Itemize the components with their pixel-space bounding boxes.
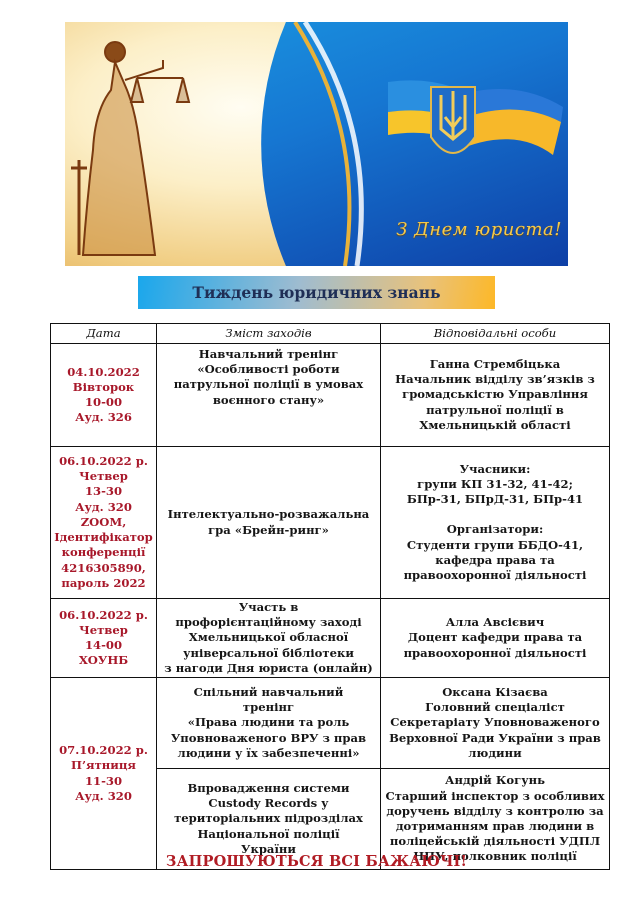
responsible-line: Секретаріату Уповноваженого	[390, 715, 600, 730]
date-cell	[51, 344, 157, 447]
date-text: 04.10.2022	[67, 364, 140, 379]
participants-label: Учасники:	[459, 461, 531, 476]
organizers-line: кафедра права та	[435, 552, 555, 567]
weekday-text: П’ятниця	[71, 758, 136, 773]
content-line: воєнного стану»	[212, 392, 325, 407]
responsible-line: громадськістю Управління	[402, 387, 588, 402]
conference-id-label: Ідентифікатор	[54, 530, 153, 545]
header-date: Дата	[51, 324, 157, 344]
conference-password: пароль 2022	[61, 575, 146, 590]
weekday-text: Четвер	[79, 469, 128, 484]
content-line: з нагоди Дня юриста (онлайн)	[164, 660, 373, 675]
responsible-line: Верховної Ради України з прав	[389, 730, 601, 745]
conference-id-label: конференції	[61, 545, 146, 560]
weekday-text: Четвер	[79, 622, 128, 637]
conference-id-value: 4216305890,	[61, 560, 146, 575]
responsible-cell	[381, 599, 610, 678]
date-cell	[51, 678, 157, 870]
responsible-line: дотриманням прав людини в	[395, 819, 595, 834]
content-line: Національної поліції	[197, 826, 340, 841]
date-text: 07.10.2022 р.	[59, 743, 148, 758]
content-line: Уповноваженого ВРУ з прав	[170, 730, 367, 745]
date-cell	[51, 599, 157, 678]
content-line: України	[241, 841, 296, 856]
responsible-line: НПУ, полковник поліції	[413, 849, 577, 864]
content-line: гра «Брейн-ринг»	[208, 522, 329, 537]
content-cell	[157, 678, 381, 769]
time-text: 14-00	[84, 638, 123, 652]
content-line: універсальної бібліотеки	[183, 645, 354, 660]
content-line: «Особливості роботи	[197, 362, 340, 377]
content-cell	[157, 599, 381, 678]
responsible-line: Головний спеціаліст	[425, 700, 565, 715]
content-cell	[157, 344, 381, 447]
responsible-line: Начальник відділу зв’язків з	[395, 372, 595, 387]
content-line: Впровадження системи	[187, 781, 350, 795]
date-text: 06.10.2022 р.	[59, 454, 148, 469]
responsible-line: доручень відділу з контролю за	[386, 803, 604, 818]
responsible-line: правоохоронної діяльності	[403, 645, 587, 660]
content-line: тренінг	[242, 700, 295, 715]
banner-greeting: З Днем юриста!	[396, 219, 562, 240]
content-line: територіальних підрозділах	[174, 811, 363, 826]
participants-line: БПр-31, БПрД-31, БПр-41	[406, 492, 584, 507]
room-text: Ауд. 326	[75, 410, 132, 425]
room-text: Ауд. 320	[75, 788, 132, 803]
organizers-line: правоохоронної діяльності	[403, 568, 587, 582]
venue-text: ХОУНБ	[78, 653, 129, 668]
responsible-cell	[381, 344, 610, 447]
header-responsible: Відповідальні особи	[381, 324, 610, 344]
content-line: патрульної поліції в умовах	[173, 377, 364, 392]
responsible-line: Ганна Стрембіцька	[429, 356, 561, 371]
schedule-table	[50, 323, 610, 870]
invitation-footer: ЗАПРОШУЮТЬСЯ ВСІ БАЖАЮЧІ!	[165, 853, 468, 870]
content-line: Участь в	[238, 600, 299, 614]
content-line: Інтелектуально-розважальна	[167, 507, 370, 522]
responsible-line: Старший інспектор з особливих	[385, 788, 605, 803]
content-cell	[157, 447, 381, 599]
header-content: Зміст заходів	[157, 324, 381, 344]
time-text: 13-30	[84, 484, 123, 499]
organizers-label: Організатори:	[446, 522, 544, 537]
responsible-cell	[381, 678, 610, 769]
responsible-line: поліцейській діяльності УДПЛ	[389, 834, 601, 849]
responsible-line: людини	[468, 745, 522, 760]
page-title-bar	[138, 276, 495, 309]
date-cell	[51, 447, 157, 599]
participants-line: групи КП 31-32, 41-42;	[417, 476, 573, 491]
content-line: Хмельницької обласної	[188, 630, 349, 645]
responsible-line: Доцент кафедри права та	[407, 630, 583, 645]
zoom-text: ZOOM,	[80, 514, 127, 529]
content-line: Custody Records у	[208, 796, 329, 811]
table-header-row	[51, 324, 610, 344]
responsible-line: Алла Авсієвич	[445, 615, 545, 630]
weekday-text: Вівторок	[72, 379, 135, 394]
date-text: 06.10.2022 р.	[59, 607, 148, 622]
ukrainian-flag-icon	[383, 77, 568, 172]
time-text: 10-00	[84, 395, 123, 409]
responsible-line: патрульної поліції в	[426, 402, 564, 417]
organizers-line: Студенти групи ББДО-41,	[406, 537, 584, 552]
banner-image	[65, 22, 568, 266]
responsible-line: Оксана Кізаєва	[442, 685, 548, 699]
content-line: людини у їх забезпеченні»	[177, 745, 360, 760]
responsible-cell	[381, 447, 610, 599]
table-row	[51, 599, 610, 678]
content-line: «Права людини та роль	[187, 715, 350, 730]
page-title: Тиждень юридичних знань	[192, 283, 441, 302]
time-text: 11-30	[84, 773, 123, 788]
responsible-line: Андрій Когунь	[445, 773, 545, 788]
content-line: Навчальний тренінг	[198, 347, 339, 361]
room-text: Ауд. 320	[75, 499, 132, 514]
responsible-line: Хмельницькій області	[419, 417, 571, 432]
spacer	[384, 507, 606, 522]
content-line: профорієнтаційному заході	[175, 615, 362, 630]
content-line: Спільний навчальний	[193, 685, 344, 699]
table-row	[51, 678, 610, 769]
table-row	[51, 447, 610, 599]
table-row	[51, 344, 610, 447]
